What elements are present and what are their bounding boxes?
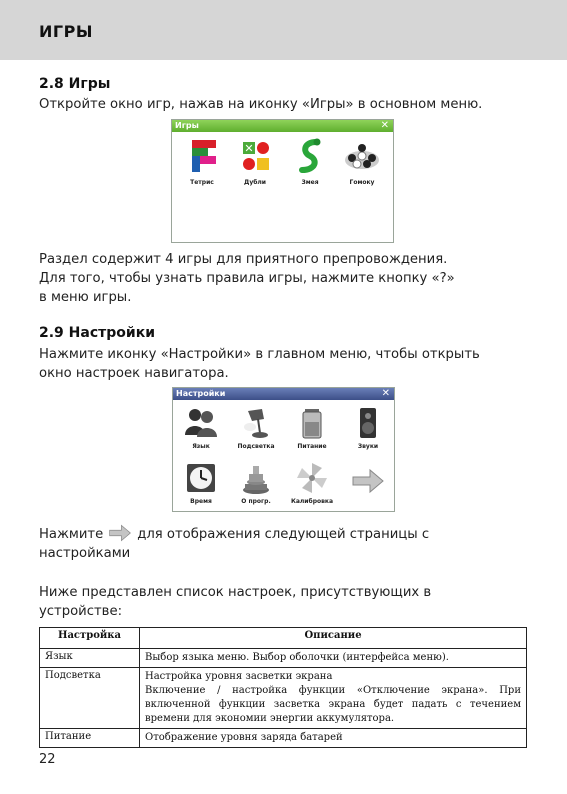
settings-label-sound: Звуки bbox=[357, 443, 379, 450]
calibration-icon bbox=[294, 460, 330, 496]
table-header-row bbox=[40, 628, 527, 649]
settings-list-intro-line: устройстве: bbox=[39, 604, 123, 619]
settings-window bbox=[172, 387, 395, 512]
settings-intro-line: окно настроек навигатора. bbox=[39, 366, 229, 381]
section-heading-games: 2.8 Игры bbox=[39, 76, 111, 92]
games-window-titlebar bbox=[172, 120, 393, 132]
settings-window-titlebar bbox=[173, 388, 394, 400]
game-label-tetris: Тетрис bbox=[190, 179, 214, 186]
doubles-icon bbox=[235, 136, 275, 176]
desk-lamp-icon bbox=[238, 405, 274, 441]
power-settings-button[interactable] bbox=[287, 405, 337, 450]
games-window bbox=[171, 119, 394, 243]
tetris-icon bbox=[182, 136, 222, 176]
svg-text:✕: ✕ bbox=[244, 142, 254, 155]
next-page-instruction-line bbox=[39, 524, 534, 544]
close-icon[interactable]: ✕ bbox=[380, 120, 389, 131]
calibration-settings-button[interactable] bbox=[287, 460, 337, 505]
doubles-game-button[interactable] bbox=[230, 136, 280, 186]
clock-icon bbox=[183, 460, 219, 496]
people-icon bbox=[183, 405, 219, 441]
page-number: 22 bbox=[39, 752, 56, 767]
snake-icon bbox=[290, 136, 330, 176]
settings-table bbox=[39, 627, 527, 748]
next-page-instruction-line: настройками bbox=[39, 546, 131, 561]
games-window-title: Игры bbox=[175, 121, 199, 130]
speaker-icon bbox=[350, 405, 386, 441]
settings-label-calibration: Калибровка bbox=[290, 498, 334, 505]
table-header-description: Описание bbox=[140, 628, 527, 649]
table-cell-name: Питание bbox=[40, 729, 140, 748]
section-heading-settings: 2.9 Настройки bbox=[39, 325, 156, 341]
gomoku-game-button[interactable] bbox=[337, 136, 387, 186]
table-cell-description: Выбор языка меню. Выбор оболочки (интерфейса меню). bbox=[140, 649, 527, 668]
settings-intro bbox=[39, 345, 534, 383]
table-row bbox=[40, 668, 527, 729]
next-arrow-icon bbox=[350, 468, 386, 494]
table-cell-name: Язык bbox=[40, 649, 140, 668]
page-header bbox=[0, 0, 567, 60]
games-description-line: в меню игры. bbox=[39, 290, 132, 305]
about-settings-button[interactable] bbox=[231, 460, 281, 505]
next-page-instruction bbox=[39, 524, 534, 563]
game-label-doubles: Дубли bbox=[243, 179, 267, 186]
games-intro: Откройте окно игр, нажав на иконку «Игры» в основном меню. bbox=[39, 97, 483, 112]
settings-list-intro-line: Ниже представлен список настроек, присутствующих в bbox=[39, 585, 432, 600]
backlight-settings-button[interactable] bbox=[231, 405, 281, 450]
settings-list-intro bbox=[39, 583, 534, 621]
games-description-line: Для того, чтобы узнать правила игры, нажмите кнопку «?» bbox=[39, 271, 455, 286]
settings-label-about: О прогр. bbox=[241, 498, 271, 505]
table-header-setting: Настройка bbox=[40, 628, 140, 649]
games-description-line: Раздел содержит 4 игры для приятного препровождения. bbox=[39, 252, 448, 267]
press-before-text: Нажмите bbox=[39, 527, 104, 542]
table-cell-description-line: Настройка уровня засветки экрана bbox=[145, 671, 333, 682]
table-cell-description: Отображение уровня заряда батарей bbox=[140, 729, 527, 748]
tetris-game-button[interactable] bbox=[177, 136, 227, 186]
language-settings-button[interactable] bbox=[176, 405, 226, 450]
next-page-button[interactable] bbox=[343, 468, 393, 494]
settings-label-backlight: Подсветка bbox=[237, 443, 275, 450]
game-label-snake: Змея bbox=[301, 179, 319, 186]
gomoku-icon bbox=[342, 136, 382, 176]
header-title: ИГРЫ bbox=[39, 22, 93, 41]
stacked-rings-icon bbox=[238, 460, 274, 496]
press-after-text: для отображения следующей страницы с bbox=[137, 527, 430, 542]
settings-label-power: Питание bbox=[297, 443, 327, 450]
game-label-gomoku: Гомоку bbox=[349, 179, 375, 186]
time-settings-button[interactable] bbox=[176, 460, 226, 505]
close-icon[interactable]: ✕ bbox=[381, 388, 390, 399]
settings-label-language: Язык bbox=[192, 443, 210, 450]
settings-label-time: Время bbox=[190, 498, 212, 505]
table-cell-description-line: Включение / настройка функции «Отключение экрана». При включенной функции засветка экрана будет падать с течением времени для экономии энергии аккумулятора. bbox=[145, 685, 521, 724]
table-cell-name: Подсветка bbox=[40, 668, 140, 729]
table-cell-description bbox=[140, 668, 527, 729]
settings-intro-line: Нажмите иконку «Настройки» в главном меню, чтобы открыть bbox=[39, 347, 480, 362]
table-row bbox=[40, 649, 527, 668]
sound-settings-button[interactable] bbox=[343, 405, 393, 450]
battery-icon bbox=[294, 405, 330, 441]
next-arrow-icon bbox=[107, 524, 133, 542]
games-description bbox=[39, 250, 534, 307]
settings-window-title: Настройки bbox=[176, 389, 226, 398]
snake-game-button[interactable] bbox=[285, 136, 335, 186]
table-row bbox=[40, 729, 527, 748]
